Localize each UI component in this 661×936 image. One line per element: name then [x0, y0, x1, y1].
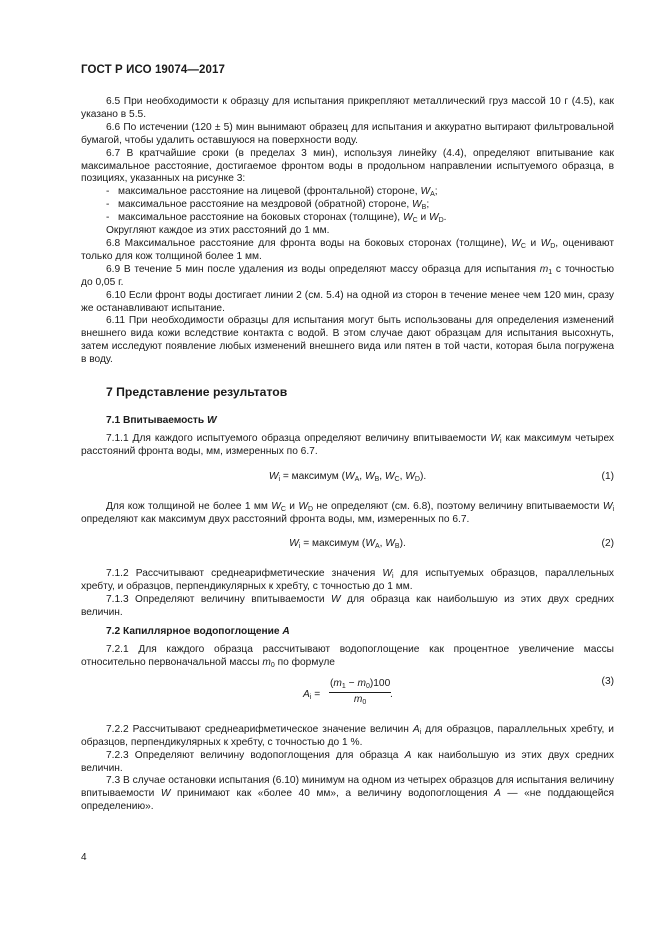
- thin-leather-note: Для кож толщиной не более 1 мм $W_C$ и $W_D$ не определяют (см. 6.8), поэтому величину впитываемости $W_i$ определяют как максимум двух расстояний фронта воды, мм, измеренных по 6.7.: [81, 500, 615, 525]
- paragraph-7-2-3: 7.2.3 Определяют величину водопоглощения для образца A как наибольшую из этих двух средних величин.: [81, 749, 614, 774]
- list-item: - максимальное расстояние на боковых сторонах (толщине), $W_C$ и $W_D$.: [106, 212, 447, 225]
- page-number: 4: [81, 852, 87, 863]
- section-7-heading: 7 Представление результатов: [106, 385, 288, 400]
- paragraph-7-1-2: 7.1.2 Рассчитывают среднеарифметические значения $W_i$ для испытуемых образцов, параллельных хребту, и образцов, перпендикулярных к хребту, с точностью до 1 мм.: [81, 568, 614, 593]
- formula-2: $W_i$ = максимум ($W_A$, $W_B$). (2): [289, 538, 614, 551]
- paragraph-6-5: 6.5 При необходимости к образцу для испытания прикрепляют металлический груз массой 10 г (4.5), как указано в 5.5.: [81, 96, 614, 120]
- section-7-1-heading: 7.1 Впитываемость W: [106, 414, 217, 426]
- fraction: $\frac{(m_1 - m_0)100}{m_0}$: [330, 677, 391, 706]
- paragraph-6-9: 6.9 В течение 5 мин после удаления из воды определяют массу образца для испытания $m_1$ с точностью до 0,05 г.: [81, 263, 614, 288]
- formula-number: (1): [601, 470, 614, 482]
- page-header: ГОСТ Р ИСО 19074—2017: [81, 64, 226, 76]
- rounding-note: Округляют каждое из этих расстояний до 1 мм.: [106, 225, 330, 237]
- paragraph-6-10: 6.10 Если фронт воды достигает линии 2 (см. 5.4) на одной из сторон в течение менее чем 120 мин, сразу же останавливают испытание.: [81, 289, 614, 314]
- formula-3: $A_i$ = $\frac{(m_1 - m_0)100}{m_0}$ . (3): [303, 675, 614, 706]
- section-7-2-heading: 7.2 Капиллярное водопоглощение A: [106, 626, 290, 638]
- formula-number: (3): [601, 675, 614, 687]
- paragraph-7-3: 7.3 В случае остановки испытания (6.10) минимум на одном из четырех образцов для испытания величину впитываемости W принимают как «более 40 мм», а величину водопоглощения A — «не поддающейся определению».: [81, 775, 614, 813]
- list-item: - максимальное расстояние на мездровой (обратной) стороне, $W_B$;: [106, 199, 430, 212]
- formula-number: (2): [601, 538, 614, 550]
- document-body: [81, 96, 614, 814]
- paragraph-7-2-1: 7.2.1 Для каждого образца рассчитывают водопоглощение как процентное увеличение массы относительно первоначальной массы $m_0$ по формуле: [81, 644, 614, 669]
- paragraph-7-1-3: 7.1.3 Определяют величину впитываемости W для образца как наибольшую из этих двух средних величин.: [81, 594, 614, 619]
- list-item: - максимальное расстояние на лицевой (фронтальной) стороне, $W_A$;: [106, 186, 438, 199]
- paragraph-6-11: 6.11 При необходимости образцы для испытания могут быть использованы для определения изменений внешнего вида кожи вследствие контакта с водой. В этом случае дают образцам для испытания высохнуть, затем исследуют появление любых изменений внешнего вида или пятен в той части, которая была погружена в воду.: [81, 315, 614, 366]
- paragraph-7-1-1: 7.1.1 Для каждого испытуемого образца определяют величину впитываемости $W_i$ как максимум четырех расстояний фронта воды, мм, измеренных по 6.7.: [81, 432, 615, 457]
- paragraph-6-7: 6.7 В кратчайшие сроки (в пределах 3 мин), используя линейку (4.4), определяют впитывание как максимальное расстояние, достигаемое фронтом воды в продольном направлении испытуемого образца, в позициях, указанных на рисунке 3:: [81, 147, 614, 185]
- formula-1: $W_i$ = максимум ($W_A$, $W_B$, $W_C$, $W_D$). (1): [268, 470, 614, 483]
- paragraph-7-2-2: 7.2.2 Рассчитывают среднеарифметическое значение величин $A_i$ для образцов, параллельных хребту, и образцов, перпендикулярных к хребту, с точностью до 1 %.: [81, 723, 614, 748]
- paragraph-6-8: 6.8 Максимальное расстояние для фронта воды на боковых сторонах (толщине), $W_C$ и $W_D$, оценивают только для кож толщиной более 1 мм.: [81, 237, 615, 262]
- paragraph-6-6: 6.6 По истечении (120 ± 5) мин вынимают образец для испытания и аккуратно вытирают фильтровальной бумагой, чтобы удалить оставшуюся на поверхности воду.: [81, 121, 614, 146]
